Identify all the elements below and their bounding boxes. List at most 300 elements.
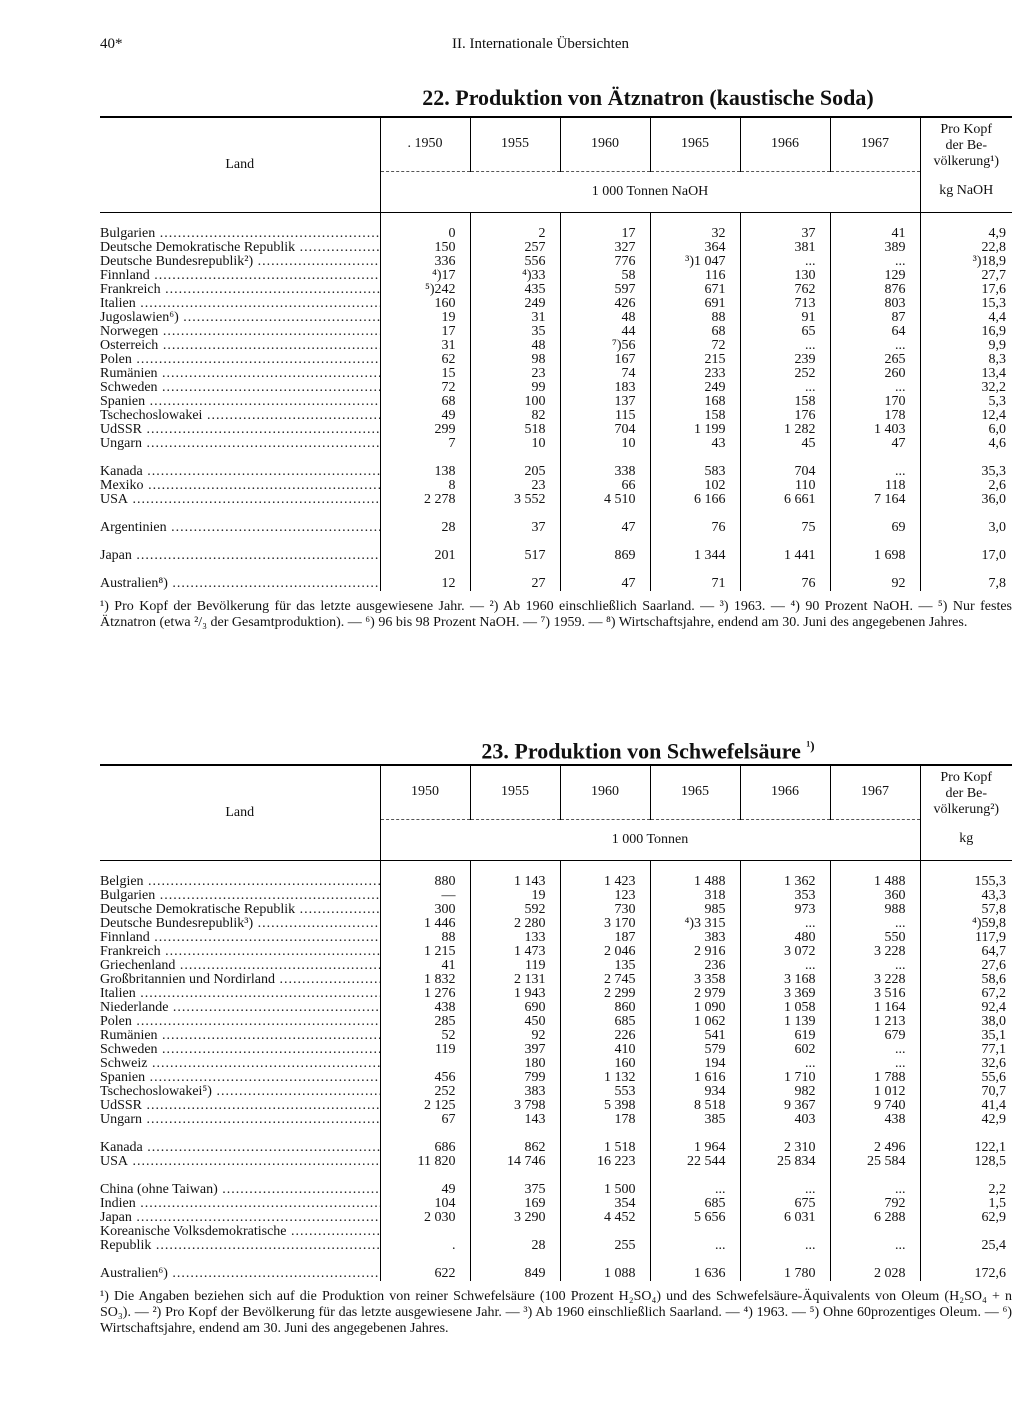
value-cell: 45 (740, 437, 830, 451)
value-cell: 3 369 (740, 987, 830, 1001)
value-cell: 104 (380, 1197, 470, 1211)
value-cell: ... (830, 1239, 920, 1253)
value-cell: 4 452 (560, 1211, 650, 1225)
value-cell: 1 282 (740, 423, 830, 437)
value-cell: 88 (380, 931, 470, 945)
value-cell: 138 (380, 451, 470, 479)
per-capita-cell: 41,4 (920, 1099, 1012, 1113)
value-cell: 72 (650, 339, 740, 353)
value-cell: 2 280 (470, 917, 560, 931)
value-cell: 226 (560, 1029, 650, 1043)
value-cell: ... (830, 959, 920, 973)
value-cell: 1 276 (380, 987, 470, 1001)
value-cell: 178 (830, 409, 920, 423)
value-cell: 52 (380, 1029, 470, 1043)
country-name: Kanada ..... (100, 451, 380, 479)
value-cell: 880 (380, 875, 470, 889)
value-cell: 23 (470, 479, 560, 493)
value-cell: 1 780 (740, 1253, 830, 1281)
value-cell: 98 (470, 353, 560, 367)
table-row (100, 423, 1012, 437)
country-name: Argentinien ..... (100, 507, 380, 535)
value-cell: 1 215 (380, 945, 470, 959)
country-name: Deutsche Bundesrepublik²) ..... (100, 255, 380, 269)
value-cell: ... (830, 1057, 920, 1071)
value-cell: 215 (650, 353, 740, 367)
value-cell: 72 (380, 381, 470, 395)
value-cell: 119 (380, 1043, 470, 1057)
country-name: USA ..... (100, 1155, 380, 1169)
table-row (100, 283, 1012, 297)
table-23-section (100, 728, 1016, 1337)
value-cell: 622 (380, 1253, 470, 1281)
value-cell: 10 (470, 437, 560, 451)
per-capita-cell: ³)18,9 (920, 255, 1012, 269)
table-row (100, 1225, 1012, 1239)
country-name: Italien ..... (100, 297, 380, 311)
table-row (100, 367, 1012, 381)
value-cell: ... (830, 1043, 920, 1057)
table-23 (100, 764, 1012, 1281)
value-cell: ... (740, 255, 830, 269)
value-cell: ... (830, 255, 920, 269)
value-cell: 6 031 (740, 1211, 830, 1225)
table-22 (100, 116, 1012, 591)
value-cell: 5 656 (650, 1211, 740, 1225)
country-name: UdSSR ..... (100, 423, 380, 437)
table-23-body (100, 860, 1012, 1281)
value-cell: 602 (740, 1043, 830, 1057)
value-cell: 2 745 (560, 973, 650, 987)
value-cell: 64 (830, 325, 920, 339)
value-cell: 410 (560, 1043, 650, 1057)
table-row (100, 563, 1012, 591)
value-cell: — (380, 889, 470, 903)
per-capita-cell: 3,0 (920, 507, 1012, 535)
column-header-year: 1965 (650, 765, 740, 819)
value-cell: 389 (830, 241, 920, 255)
value-cell: 1 058 (740, 1001, 830, 1015)
value-cell: ... (740, 1057, 830, 1071)
value-cell: 99 (470, 381, 560, 395)
value-cell: 353 (740, 889, 830, 903)
value-cell: 518 (470, 423, 560, 437)
table-23-title: 23. Produktion von Schwefelsäure $^{^1)}$ (481, 738, 815, 764)
value-cell: 249 (470, 297, 560, 311)
country-name: Japan ..... (100, 1211, 380, 1225)
value-cell: 118 (830, 479, 920, 493)
per-capita-cell: 32,6 (920, 1057, 1012, 1071)
value-cell: 249 (650, 381, 740, 395)
country-name: Spanien ..... (100, 1071, 380, 1085)
column-header-year: 1960 (560, 765, 650, 819)
table-row (100, 479, 1012, 493)
value-cell: 176 (740, 409, 830, 423)
value-cell: 1 446 (380, 917, 470, 931)
country-name: Bulgarien ..... (100, 227, 380, 241)
value-cell: 364 (650, 241, 740, 255)
country-name: Finnland ..... (100, 931, 380, 945)
value-cell: 41 (380, 959, 470, 973)
value-cell: 205 (470, 451, 560, 479)
country-name: Indien ..... (100, 1197, 380, 1211)
value-cell: 257 (470, 241, 560, 255)
value-cell: 129 (830, 269, 920, 283)
value-cell: ⁵)242 (380, 283, 470, 297)
country-name: Schweiz ..... (100, 1057, 380, 1071)
value-cell: 239 (740, 353, 830, 367)
value-cell: 137 (560, 395, 650, 409)
table-22-footnote: ¹) Pro Kopf der Bevölkerung für das letzte ausgewiesene Jahr. — ²) Ab 1960 einschließlich Saarland. — ³) 1963. — ⁴) 90 Prozent NaOH. — ⁵) Nur festes Ätznatron (etwa ²/₃ der Gesamtproduktion). — ⁶) 96 bis 98 Prozent NaOH. — ⁷) 1959. — ⁸) Wirtschaftsjahre, endend am 30. Juni des angegebenen Jahres. (100, 598, 1012, 630)
value-cell: 119 (470, 959, 560, 973)
per-capita-cell: 62,9 (920, 1211, 1012, 1225)
value-cell: 28 (470, 1239, 560, 1253)
table-row (100, 1239, 1012, 1253)
table-row (100, 311, 1012, 325)
value-cell: 10 (560, 437, 650, 451)
per-capita-cell: 4,6 (920, 437, 1012, 451)
country-name: Frankreich ..... (100, 945, 380, 959)
value-cell: 187 (560, 931, 650, 945)
unit-header: 1 000 Tonnen (380, 819, 920, 860)
value-cell: 592 (470, 903, 560, 917)
country-name: Kanada ..... (100, 1127, 380, 1155)
country-name: Schweden ..... (100, 1043, 380, 1057)
table-row (100, 255, 1012, 269)
country-name: Bulgarien ..... (100, 889, 380, 903)
table-row (100, 395, 1012, 409)
value-cell: 76 (650, 507, 740, 535)
value-cell: 65 (740, 325, 830, 339)
value-cell: 116 (650, 269, 740, 283)
per-capita-cell: 8,3 (920, 353, 1012, 367)
value-cell: 48 (470, 339, 560, 353)
value-cell: 66 (560, 479, 650, 493)
country-name: Tschechoslowakei ..... (100, 409, 380, 423)
value-cell: 2 (470, 227, 560, 241)
table-row (100, 297, 1012, 311)
value-cell: 438 (830, 1113, 920, 1127)
table-row (100, 1127, 1012, 1155)
value-cell: ... (740, 1239, 830, 1253)
value-cell: 704 (740, 451, 830, 479)
value-cell: 1 616 (650, 1071, 740, 1085)
country-name: Australien⁶) ..... (100, 1253, 380, 1281)
value-cell: 327 (560, 241, 650, 255)
value-cell: 1 362 (740, 875, 830, 889)
value-cell: 869 (560, 535, 650, 563)
country-name: UdSSR ..... (100, 1099, 380, 1113)
value-cell: 75 (740, 507, 830, 535)
value-cell: 517 (470, 535, 560, 563)
value-cell: 16 223 (560, 1155, 650, 1169)
value-cell: 47 (830, 437, 920, 451)
column-header-year: 1965 (650, 117, 740, 171)
value-cell: 438 (380, 1001, 470, 1015)
value-cell (560, 1225, 650, 1239)
value-cell: 619 (740, 1029, 830, 1043)
value-cell: 68 (380, 395, 470, 409)
value-cell: 47 (560, 563, 650, 591)
value-cell: 3 798 (470, 1099, 560, 1113)
country-name: Belgien ..... (100, 875, 380, 889)
table-row (100, 325, 1012, 339)
table-row (100, 507, 1012, 535)
value-cell: 1 164 (830, 1001, 920, 1015)
value-cell: ³)1 047 (650, 255, 740, 269)
table-row (100, 1155, 1012, 1169)
per-capita-cell: 27,7 (920, 269, 1012, 283)
per-capita-cell: 25,4 (920, 1239, 1012, 1253)
value-cell: 982 (740, 1085, 830, 1099)
per-capita-cell: 7,8 (920, 563, 1012, 591)
table-row (100, 339, 1012, 353)
value-cell: 160 (380, 297, 470, 311)
value-cell: 3 228 (830, 973, 920, 987)
table-row (100, 1001, 1012, 1015)
value-cell: 988 (830, 903, 920, 917)
value-cell: 41 (830, 227, 920, 241)
value-cell: 690 (470, 1001, 560, 1015)
country-name: Polen ..... (100, 353, 380, 367)
value-cell: 383 (470, 1085, 560, 1099)
value-cell: 2 916 (650, 945, 740, 959)
value-cell: 1 423 (560, 875, 650, 889)
value-cell: 691 (650, 297, 740, 311)
value-cell (830, 1225, 920, 1239)
table-row (100, 889, 1012, 903)
value-cell: 15 (380, 367, 470, 381)
column-header-land: Land (100, 765, 380, 860)
value-cell: 201 (380, 535, 470, 563)
value-cell (380, 1057, 470, 1071)
per-capita-cell: 128,5 (920, 1155, 1012, 1169)
value-cell: 3 358 (650, 973, 740, 987)
table-row (100, 451, 1012, 479)
table-row (100, 1113, 1012, 1127)
per-capita-cell: 122,1 (920, 1127, 1012, 1155)
country-name: Jugoslawien⁶) ..... (100, 311, 380, 325)
value-cell: 6 288 (830, 1211, 920, 1225)
per-capita-cell: 58,6 (920, 973, 1012, 987)
value-cell: 74 (560, 367, 650, 381)
table-row (100, 1099, 1012, 1113)
country-name: Ungarn ..... (100, 437, 380, 451)
value-cell: 456 (380, 1071, 470, 1085)
value-cell: 426 (560, 297, 650, 311)
value-cell: 385 (650, 1113, 740, 1127)
per-capita-cell: 17,6 (920, 283, 1012, 297)
value-cell: 553 (560, 1085, 650, 1099)
per-capita-cell: 12,4 (920, 409, 1012, 423)
value-cell: 3 072 (740, 945, 830, 959)
value-cell: 31 (380, 339, 470, 353)
per-capita-cell: 92,4 (920, 1001, 1012, 1015)
value-cell: 180 (470, 1057, 560, 1071)
column-header-year: 1950 (380, 765, 470, 819)
value-cell: 2 310 (740, 1127, 830, 1155)
country-name: Frankreich ..... (100, 283, 380, 297)
value-cell: 35 (470, 325, 560, 339)
per-capita-cell (920, 1225, 1012, 1239)
value-cell: 37 (470, 507, 560, 535)
value-cell: 336 (380, 255, 470, 269)
value-cell: 985 (650, 903, 740, 917)
value-cell: 1 199 (650, 423, 740, 437)
value-cell: 1 090 (650, 1001, 740, 1015)
value-cell: 450 (470, 1015, 560, 1029)
per-capita-cell: 77,1 (920, 1043, 1012, 1057)
value-cell: 556 (470, 255, 560, 269)
unit-header-pro-kopf: kg NaOH (920, 171, 1012, 212)
value-cell: 58 (560, 269, 650, 283)
table-23-footnote: ¹) Die Angaben beziehen sich auf die Produktion von reiner Schwefelsäure (100 Prozent H₂SO₄) und des Schwefelsäure-Äquivalents von Oleum (H₂SO₄ + n SO₃). — ²) Pro Kopf der Bevölkerung für das letzte ausgewiesene Jahr. — ³) Ab 1960 einschließlich Saarland. — ⁴) 1963. — ⁵) Ohne 60prozentiges Oleum. — ⁶) Wirtschaftsjahre, endend am 30. Juni des angegebenen Jahres. (100, 1288, 1012, 1336)
value-cell: 383 (650, 931, 740, 945)
value-cell: 150 (380, 241, 470, 255)
value-cell: 300 (380, 903, 470, 917)
per-capita-cell: 6,0 (920, 423, 1012, 437)
value-cell: 354 (560, 1197, 650, 1211)
value-cell: 1 636 (650, 1253, 740, 1281)
value-cell: 1 132 (560, 1071, 650, 1085)
value-cell: 2 125 (380, 1099, 470, 1113)
table-row (100, 931, 1012, 945)
value-cell: 160 (560, 1057, 650, 1071)
value-cell: 776 (560, 255, 650, 269)
table-row (100, 987, 1012, 1001)
value-cell: 25 584 (830, 1155, 920, 1169)
country-name: Deutsche Demokratische Republik ..... (100, 241, 380, 255)
value-cell: 233 (650, 367, 740, 381)
table-row (100, 353, 1012, 367)
value-cell: 135 (560, 959, 650, 973)
value-cell: 730 (560, 903, 650, 917)
column-header-year: 1960 (560, 117, 650, 171)
column-header-year: 1955 (470, 117, 560, 171)
value-cell: ... (830, 381, 920, 395)
value-cell: 168 (650, 395, 740, 409)
per-capita-cell: 64,7 (920, 945, 1012, 959)
value-cell: 76 (740, 563, 830, 591)
value-cell: ... (830, 339, 920, 353)
value-cell: 2 046 (560, 945, 650, 959)
country-name: Spanien ..... (100, 395, 380, 409)
value-cell: 91 (740, 311, 830, 325)
value-cell: 43 (650, 437, 740, 451)
table-row (100, 1057, 1012, 1071)
value-cell: 762 (740, 283, 830, 297)
country-name: Österreich ..... (100, 339, 380, 353)
country-name: Rumänien ..... (100, 367, 380, 381)
value-cell: 143 (470, 1113, 560, 1127)
value-cell: 6 166 (650, 493, 740, 507)
country-name: Japan ..... (100, 535, 380, 563)
value-cell: 9 367 (740, 1099, 830, 1113)
value-cell: 360 (830, 889, 920, 903)
value-cell: 1 441 (740, 535, 830, 563)
value-cell: 2 278 (380, 493, 470, 507)
column-header-year: 1955 (470, 765, 560, 819)
value-cell: 849 (470, 1253, 560, 1281)
value-cell: 22 544 (650, 1155, 740, 1169)
per-capita-cell: 13,4 (920, 367, 1012, 381)
value-cell: 934 (650, 1085, 740, 1099)
per-capita-cell: 172,6 (920, 1253, 1012, 1281)
value-cell: 102 (650, 479, 740, 493)
table-row (100, 1071, 1012, 1085)
value-cell: 115 (560, 409, 650, 423)
value-cell: 375 (470, 1169, 560, 1197)
country-name: Niederlande ..... (100, 1001, 380, 1015)
table-row (100, 875, 1012, 889)
value-cell: 92 (470, 1029, 560, 1043)
section-title: II. Internationale Übersichten (452, 36, 630, 52)
country-name: Deutsche Bundesrepublik³) ..... (100, 917, 380, 931)
value-cell: 675 (740, 1197, 830, 1211)
country-name: Italien ..... (100, 987, 380, 1001)
table-row (100, 917, 1012, 931)
value-cell: 5 398 (560, 1099, 650, 1113)
per-capita-cell: 5,3 (920, 395, 1012, 409)
value-cell: 260 (830, 367, 920, 381)
per-capita-cell: ⁴)59,8 (920, 917, 1012, 931)
table-row (100, 269, 1012, 283)
per-capita-cell: 1,5 (920, 1197, 1012, 1211)
table-row (100, 1029, 1012, 1043)
value-cell: 2 030 (380, 1211, 470, 1225)
value-cell: 860 (560, 1001, 650, 1015)
value-cell: 1 500 (560, 1169, 650, 1197)
table-22-title: 22. Produktion von Ätznatron (kaustische Soda) (422, 85, 874, 110)
value-cell: 713 (740, 297, 830, 311)
value-cell: 178 (560, 1113, 650, 1127)
country-name: Griechenland ..... (100, 959, 380, 973)
country-name: Mexiko ..... (100, 479, 380, 493)
value-cell: 3 170 (560, 917, 650, 931)
value-cell: 100 (470, 395, 560, 409)
table-row (100, 381, 1012, 395)
table-row (100, 959, 1012, 973)
value-cell: 69 (830, 507, 920, 535)
value-cell: 7 (380, 437, 470, 451)
table-22-section (100, 80, 1016, 631)
per-capita-cell: 43,3 (920, 889, 1012, 903)
value-cell: 299 (380, 423, 470, 437)
per-capita-cell: 17,0 (920, 535, 1012, 563)
value-cell: 1 710 (740, 1071, 830, 1085)
value-cell: 480 (740, 931, 830, 945)
table-row (100, 227, 1012, 241)
value-cell: 318 (650, 889, 740, 903)
per-capita-cell: 22,8 (920, 241, 1012, 255)
value-cell: ... (740, 1169, 830, 1197)
table-row (100, 973, 1012, 987)
per-capita-cell: 57,8 (920, 903, 1012, 917)
per-capita-cell: 4,4 (920, 311, 1012, 325)
value-cell: 0 (380, 227, 470, 241)
value-cell: ... (740, 917, 830, 931)
value-cell: 17 (380, 325, 470, 339)
value-cell: 265 (830, 353, 920, 367)
value-cell: 123 (560, 889, 650, 903)
country-name: Tschechoslowakei⁵) ..... (100, 1085, 380, 1099)
table-row (100, 1197, 1012, 1211)
value-cell: 49 (380, 409, 470, 423)
table-row (100, 535, 1012, 563)
value-cell: 2 496 (830, 1127, 920, 1155)
value-cell: 541 (650, 1029, 740, 1043)
table-row (100, 1253, 1012, 1281)
